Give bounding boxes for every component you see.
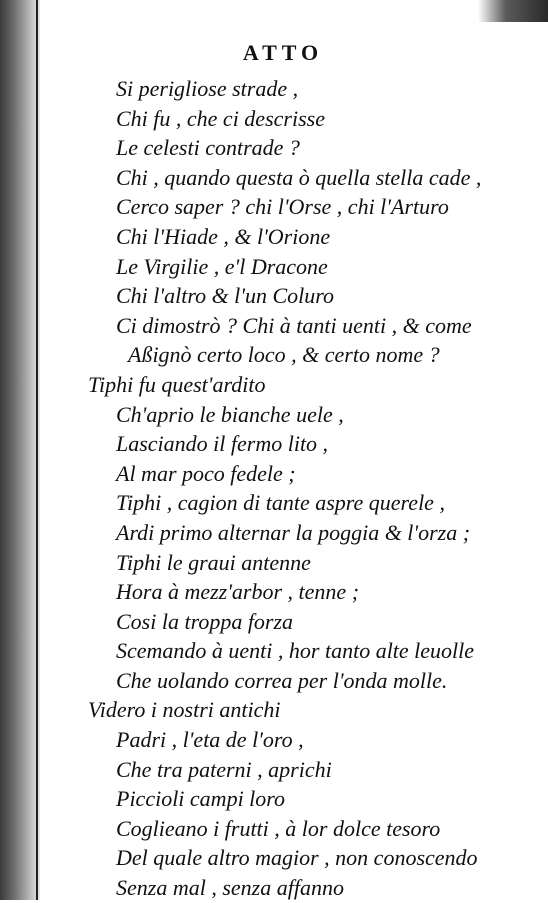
verse-line: Ardi primo alternar la poggia & l'orza ; <box>116 519 471 545</box>
verse-line: Piccioli campi loro <box>116 786 286 812</box>
verse-line: Al mar poco fedele ; <box>116 460 296 486</box>
verse-line: Ci dimostrò ? Chi à tanti uenti , & come <box>116 312 472 338</box>
verse-line: Ch'aprio le bianche uele , <box>116 401 344 427</box>
verse-line: Le Virgilie , e'l Dracone <box>116 253 328 279</box>
verse-line: Del quale altro magior , non conoscendo <box>116 845 478 871</box>
verse-line: Tiphi , cagion di tante aspre querele , <box>116 490 445 516</box>
verse-line: Cerco saper ? chi l'Orse , chi l'Arturo <box>116 194 449 220</box>
verse-line: Che uolando correa per l'onda molle. <box>116 667 448 693</box>
verse-line: Chi l'altro & l'un Coluro <box>116 283 335 309</box>
verse-line: Hora à mezz'arbor , tenne ; <box>116 579 360 605</box>
verse-line: Chi l'Hiade , & l'Orione <box>116 223 331 249</box>
verse-line: Padri , l'eta de l'oro , <box>116 727 304 753</box>
verse-line: Che tra paterni , aprichi <box>116 756 332 782</box>
verse-line: Senza mal , senza affanno <box>116 875 344 901</box>
verse-line: Lasciando il fermo lito , <box>116 431 329 457</box>
page-corner-shadow <box>478 0 548 22</box>
verse-line: Tiphi fu quest'ardito <box>88 371 266 397</box>
verse-line: Tiphi le graui antenne <box>116 549 311 575</box>
verse-line: Videro i nostri antichi <box>88 697 281 723</box>
verse-line: Scemando à uenti , hor tanto alte leuolle <box>116 638 475 664</box>
verse-line: Cosi la troppa forza <box>116 608 294 634</box>
verse-line: Coglieano i frutti , à lor dolce tesoro <box>116 815 441 841</box>
running-head: ATTO <box>242 40 324 65</box>
verse-line: Le celesti contrade ? <box>116 135 300 161</box>
verse-line: Chi , quando questa ò quella stella cade , <box>116 164 482 190</box>
verse-line: Si perigliose strade , <box>116 76 299 101</box>
verse-line: Aßignò certo loco , & certo nome ? <box>128 342 440 368</box>
verse-text <box>0 74 548 903</box>
verse-line: Chi fu , che ci descrisse <box>116 105 325 131</box>
